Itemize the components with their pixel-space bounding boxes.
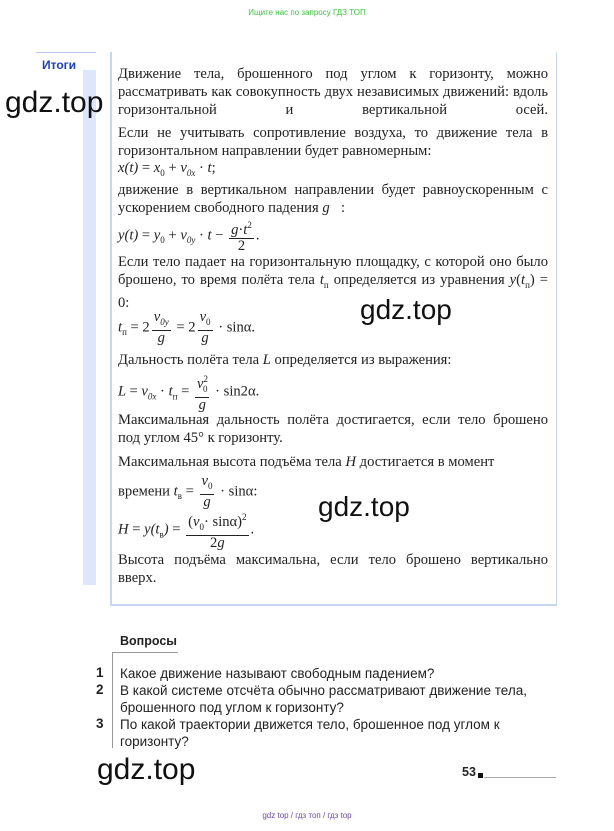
watermark: gdz.top (318, 491, 410, 522)
formula-tp: $t_п = 2$ $\frac{v_{0y}}{g}$ = 2 $\frac{v_0}{g}$ · sinα. (118, 309, 256, 346)
section-title: Итоги (42, 58, 77, 72)
sidebar-strip (83, 70, 96, 585)
question-text: В какой системе отсчёта обычно рассматривают движение тела, брошенного под углом к горизонту? (120, 683, 527, 715)
paragraph: Если тело падает на горизонтальную площадку, с которой оно было брошено, то время полёта тела $t_п$ определяется из уравнения $y(t_п) = 0$: (118, 254, 548, 311)
top-link[interactable]: Ищите нас по запросу ГДЗ ТОП (248, 8, 366, 17)
formula-x: $x(t) = x_0 + v_{0x} \cdot t$; (118, 160, 216, 178)
page-marker (478, 773, 483, 778)
paragraph-text: определяется из выражения: (274, 352, 452, 368)
paragraph-text: определяется из уравнения (333, 272, 505, 288)
paragraph: движение в вертикальном направлении будет равноускоренным с ускорением свободного падения g⃗: (118, 182, 548, 216)
question-text: По какой траектории движется тело, брошенное под углом к горизонту? (120, 717, 500, 749)
questions-title: Вопросы (120, 634, 177, 648)
paragraph-text: Дальность полёта тела (118, 352, 260, 368)
question-text: Какое движение называют свободным падением? (120, 666, 435, 681)
paragraph: Если не учитывать сопротивление воздуха, то движение тела в горизонтальном направлении будет равномерным: (118, 125, 548, 159)
divider (112, 652, 178, 653)
paragraph: Максимальная дальность полёта достигается, если тело брошено под углом 45° к горизонту. (118, 412, 548, 446)
divider (484, 777, 556, 778)
paragraph-text: времени (118, 483, 170, 500)
question-number: 3 (96, 716, 104, 731)
divider (112, 652, 113, 748)
paragraph: времени $t_в$ = $\frac{v_0}{g}$ · sinα: (118, 473, 258, 510)
paragraph-text: движение в вертикальном направлении будет равноускоренным с ускорением свободного падения (118, 182, 548, 216)
watermark: gdz.top (5, 86, 104, 119)
paragraph: Высота подъёма максимальна, если тело брошено вертикально вверх. (118, 552, 548, 586)
page-number: 53 (462, 765, 476, 779)
paragraph-text: Максимальная высота подъёма тела (118, 454, 342, 470)
footer-links[interactable]: gdz top / гдз топ / гдз top (262, 811, 352, 820)
watermark: gdz.top (97, 753, 196, 786)
paragraph: Максимальная высота подъёма тела H достигается в момент (118, 454, 495, 470)
paragraph: Дальность полёта тела L определяется из выражения: (118, 352, 452, 368)
formula-y: $y(t) = y_0 + v_{0y} \cdot t$ − $\frac{g\cdot t^2}{2}$ . (118, 220, 260, 254)
formula-L: $L = v_{0x} \cdot t_п$ = $\frac{v^2_0}{g}$ · sin2α. (118, 374, 260, 413)
question-number: 1 (96, 665, 104, 680)
paragraph: Движение тела, брошенного под углом к горизонту, можно рассматривать как совокупность двух независимых движений: вдоль горизонтальной и вертикальной осей. (118, 66, 548, 118)
question-number: 2 (96, 682, 104, 697)
formula-H: $H = y(t_в)$ = $\frac{(v_0\cdot \sin\alpha)^2}{2g}$ . (118, 512, 255, 551)
paragraph-text: Если тело падает на горизонтальную площадку, с которой оно было брошено, то время полёта тела (118, 254, 548, 288)
watermark: gdz.top (360, 294, 452, 325)
paragraph-text: достигается в момент (359, 454, 495, 470)
